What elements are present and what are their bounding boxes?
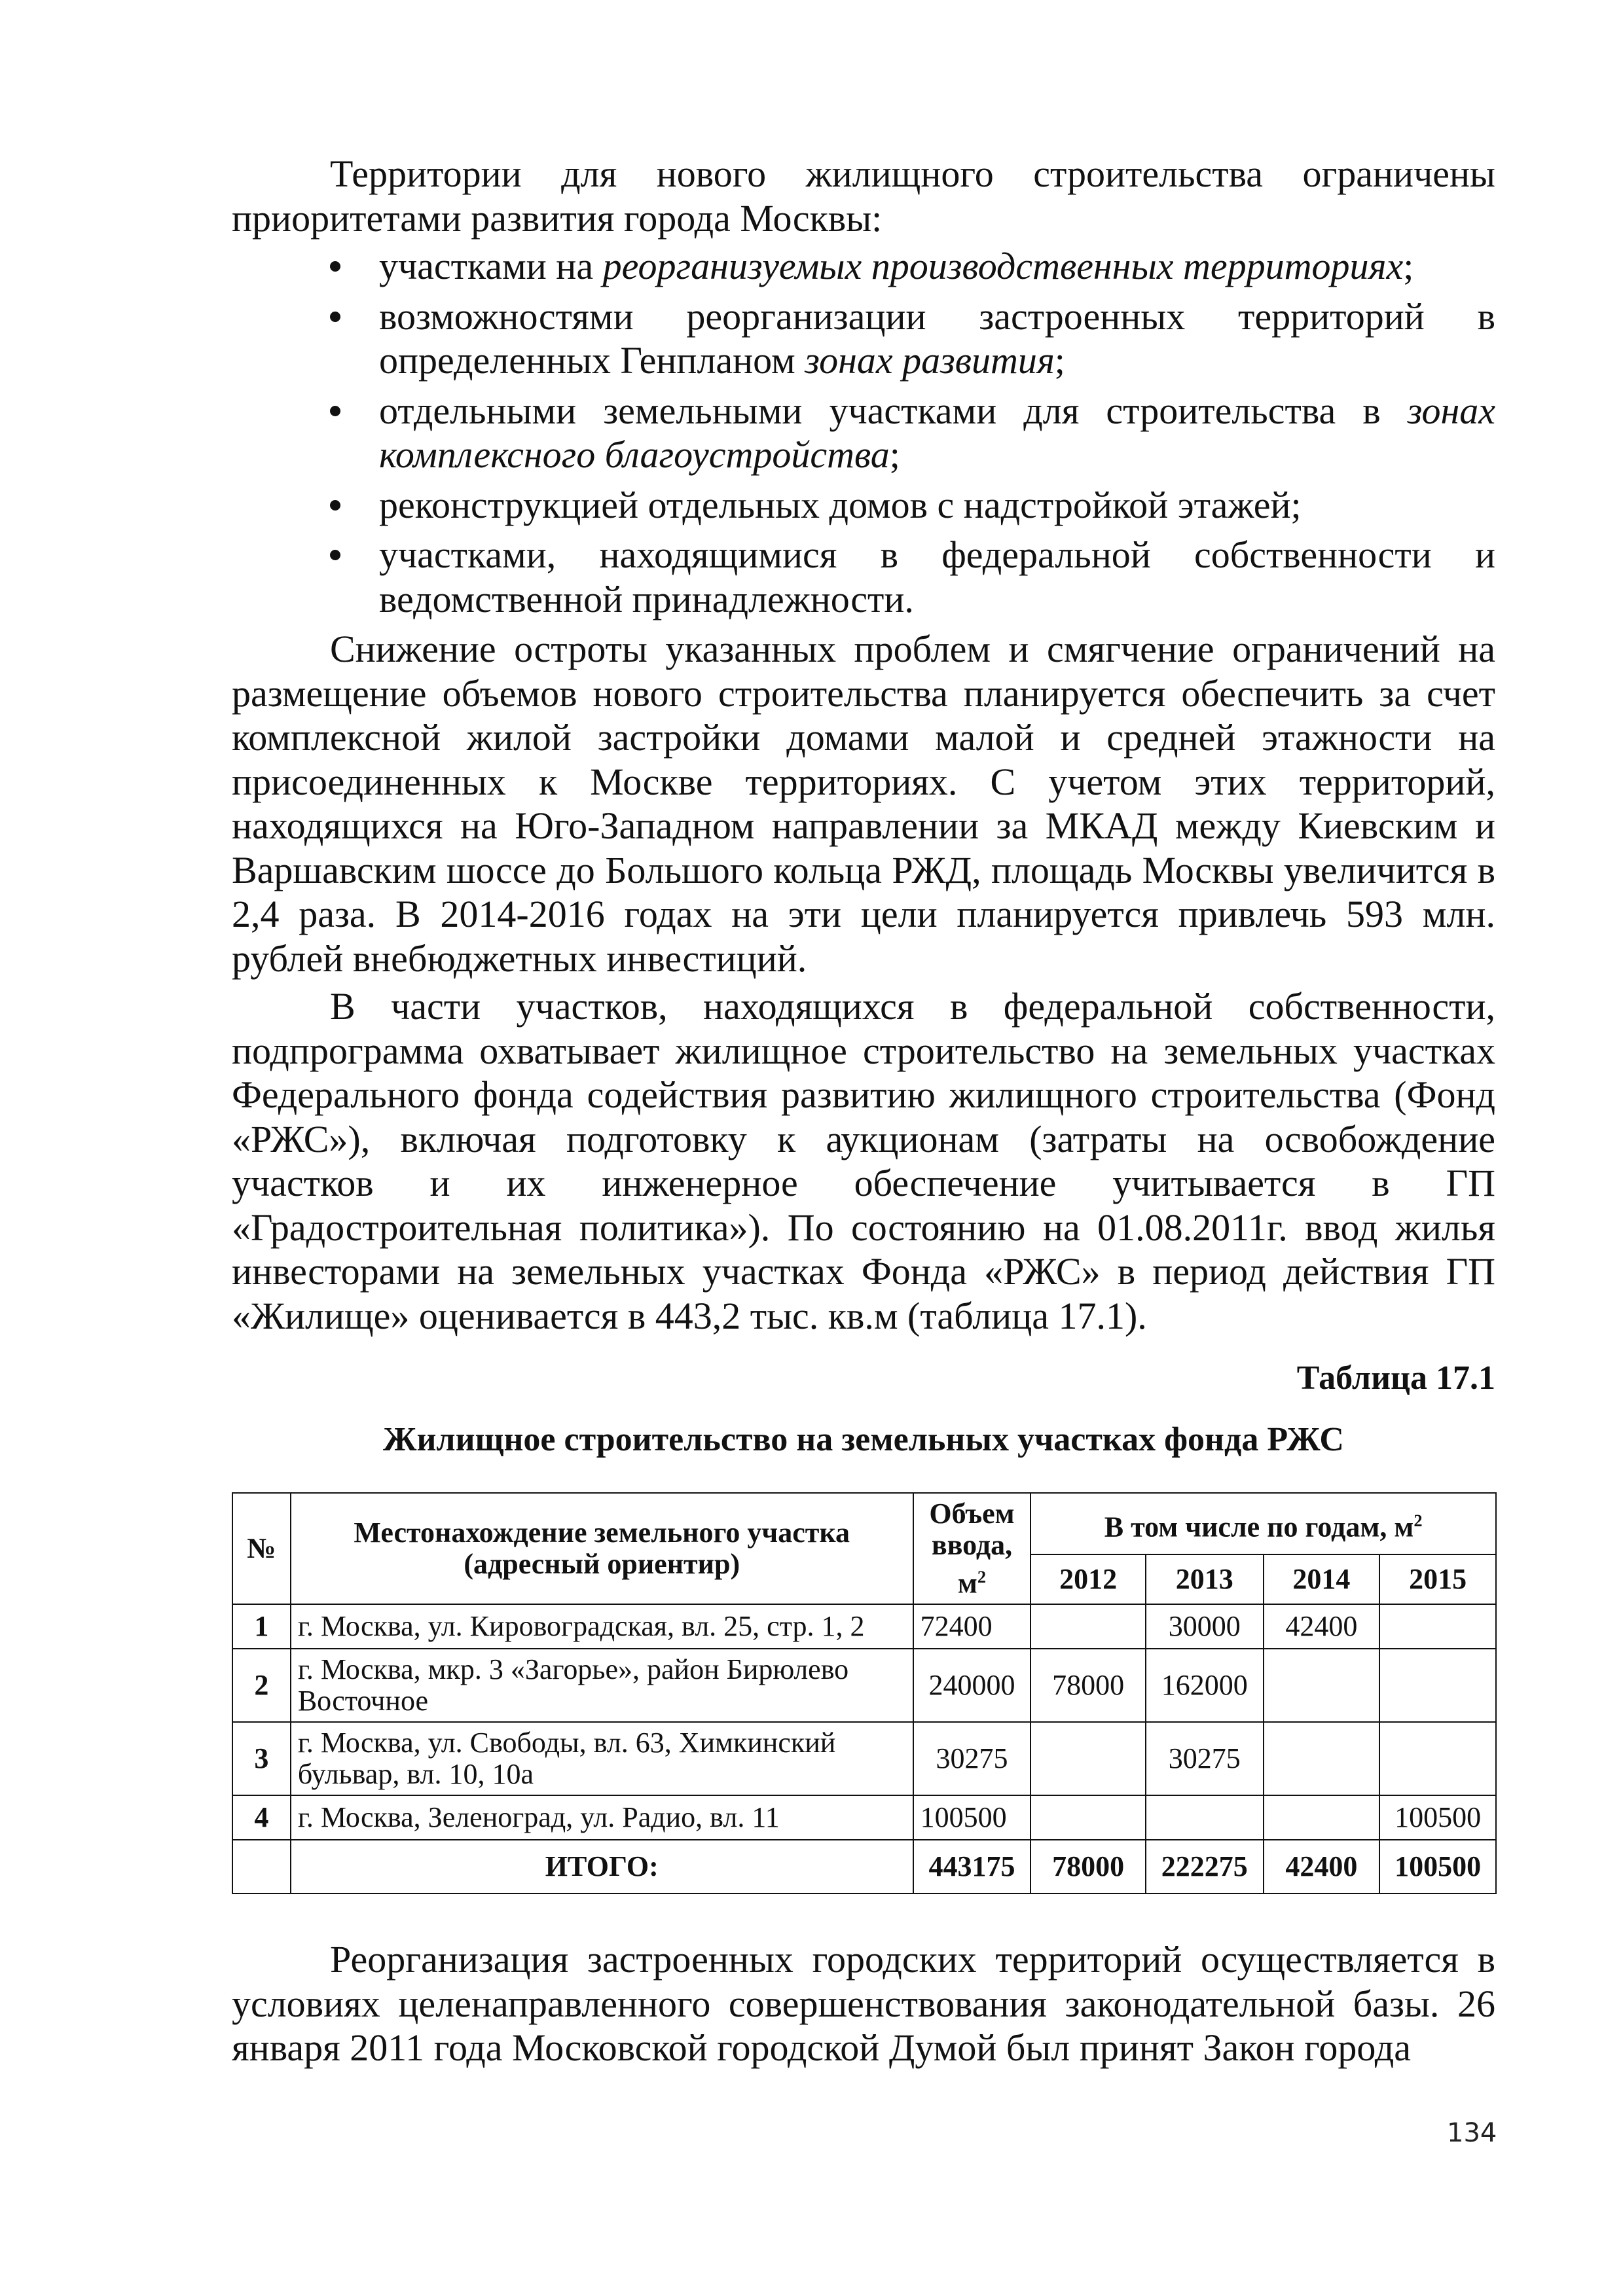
page-content xyxy=(232,152,1495,2070)
priority-list xyxy=(232,244,1495,621)
table-total-row: ИТОГО: 443175 78000 222275 42400 100500 xyxy=(232,1840,1496,1893)
table-row: 3 г. Москва, ул. Свободы, вл. 63, Химкинский бульвар, вл. 10, 10а 30275 30275 xyxy=(232,1722,1496,1795)
list-item: участками на реорганизуемых производственных территориях; xyxy=(232,244,1495,289)
header-year-2014: 2014 xyxy=(1264,1554,1380,1604)
list-item: возможностями реорганизации застроенных территорий в определенных Генпланом зонах развития; xyxy=(232,295,1495,383)
page-number: 134 xyxy=(1447,2118,1497,2148)
bullet-icon xyxy=(330,261,340,272)
header-num: № xyxy=(232,1493,291,1604)
header-location: Местонахождение земельного участка (адресный ориентир) xyxy=(291,1493,913,1604)
bullet-icon xyxy=(330,312,340,322)
header-years-group: В том числе по годам, $м^2$ xyxy=(1030,1493,1496,1554)
paragraph-reorganization: Реорганизация застроенных городских территорий осуществляется в условиях целенаправленного совершенствования законодательной базы. 26 января 2011 года Московской городской Думой был принят Закон города xyxy=(232,1938,1495,2069)
bullet-icon xyxy=(330,406,340,416)
table-row: 1 г. Москва, ул. Кировоградская, вл. 25, стр. 1, 2 72400 30000 42400 xyxy=(232,1604,1496,1649)
table-number: Таблица 17.1 xyxy=(1296,1359,1495,1397)
header-year-2013: 2013 xyxy=(1146,1554,1264,1604)
list-item: реконструкцией отдельных домов с надстройкой этажей; xyxy=(232,483,1495,528)
header-year-2012: 2012 xyxy=(1030,1554,1146,1604)
header-year-2015: 2015 xyxy=(1379,1554,1496,1604)
list-item: отдельными земельными участками для строительства в зонах комплексного благоустройства; xyxy=(232,389,1495,477)
housing-table xyxy=(232,1492,1497,1894)
table-title: Жилищное строительство на земельных участках фонда РЖС xyxy=(383,1421,1344,1458)
paragraph-intro: Территории для нового жилищного строительства ограничены приоритетами развития города Москвы: xyxy=(232,152,1495,240)
bullet-icon xyxy=(330,550,340,560)
list-item: участками, находящимися в федеральной собственности и ведомственной принадлежности. xyxy=(232,533,1495,621)
header-volume: Объем ввода, $м^2$ xyxy=(913,1493,1031,1604)
table-row: 4 г. Москва, Зеленоград, ул. Радио, вл. 11 100500 100500 xyxy=(232,1795,1496,1840)
paragraph-reduction: Снижение остроты указанных проблем и смягчение ограничений на размещение объемов нового строительства планируется обеспечить за счет комплексной жилой застройки домами малой и средней этажности на присоединенных к Москве территориях. С учетом этих территорий, находящихся на Юго-Западном направлении за МКАД между Киевским и Варшавским шоссе до Большого кольца РЖД, площадь Москвы увеличится в 2,4 раза. В 2014-2016 годах на эти цели планируется привлечь 593 млн. рублей внебюджетных инвестиций. xyxy=(232,628,1495,980)
table-row: 2 г. Москва, мкр. 3 «Загорье», район Бирюлево Восточное 240000 78000 162000 xyxy=(232,1649,1496,1722)
bullet-icon xyxy=(330,500,340,511)
paragraph-federal: В части участков, находящихся в федеральной собственности, подпрограмма охватывает жилищное строительство на земельных участках Федерального фонда содействия развитию жилищного строительства (Фонд «РЖС»), включая подготовку к аукционам (затраты на освобождение участков и их инженерное обеспечение учитывается в ГП «Градостроительная политика»). По состоянию на 01.08.2011г. ввод жилья инвесторами на земельных участках Фонда «РЖС» в период действия ГП «Жилище» оценивается в 443,2 тыс. кв.м (таблица 17.1). xyxy=(232,985,1495,1337)
